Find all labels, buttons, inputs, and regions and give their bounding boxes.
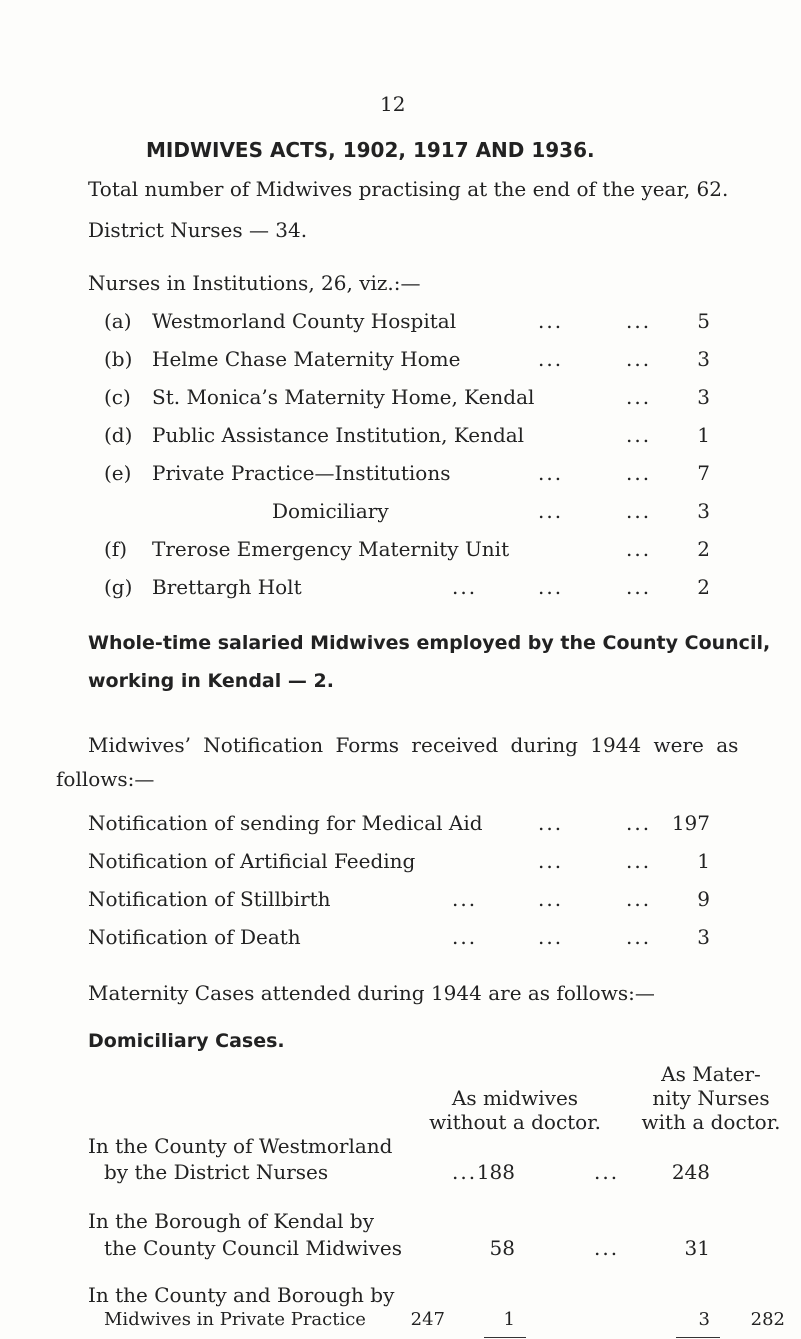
wholetime-line-1: Whole-time salaried Midwives employed by the County Council,	[88, 632, 771, 654]
list-item-count: 3	[697, 499, 710, 523]
forms-intro-line-1: Midwives’ Notification Forms received during 1944 were as	[88, 733, 739, 757]
list-item-letter: (e)	[104, 461, 132, 485]
leader-dots: ...	[626, 309, 652, 333]
leader-dots: ...	[626, 385, 652, 409]
column-header-line: As Mater-	[661, 1062, 761, 1086]
list-item-label: Notification of sending for Medical Aid	[88, 811, 483, 835]
table-cell-without: 188	[476, 1160, 515, 1184]
table-row-label: In the County of Westmorland	[88, 1134, 393, 1158]
domiciliary-heading: Domiciliary Cases.	[88, 1030, 285, 1052]
leader-dots: ...	[626, 575, 652, 599]
leader-dots: ...	[452, 925, 478, 949]
leader-dots: ...	[626, 887, 652, 911]
leader-dots: ...	[594, 1160, 620, 1184]
list-item-count: 1	[697, 849, 710, 873]
leader-dots: ...	[626, 347, 652, 371]
leader-dots: ...	[626, 811, 652, 835]
list-item-letter: (b)	[104, 347, 133, 371]
district-nurses-line: District Nurses — 34.	[88, 218, 308, 242]
column-header-line: without a doctor.	[429, 1110, 601, 1134]
list-item-label: Trerose Emergency Maternity Unit	[152, 537, 510, 561]
leader-dots: ...	[626, 925, 652, 949]
column-header-without-doctor	[420, 1086, 610, 1134]
leader-dots: ...	[626, 423, 652, 447]
list-item-letter: (d)	[104, 423, 133, 447]
list-item-count: 3	[697, 347, 710, 371]
leader-dots: ...	[538, 347, 564, 371]
column-header-line: with a doctor.	[641, 1110, 781, 1134]
leader-dots: ...	[452, 887, 478, 911]
list-item-count: 2	[697, 575, 710, 599]
list-item-label: Notification of Artificial Feeding	[88, 849, 416, 873]
table-row-label: Midwives in Private Practice	[104, 1309, 366, 1330]
total-without: 247	[410, 1309, 445, 1330]
total-with: 282	[750, 1309, 785, 1330]
table-row-label: the County Council Midwives	[104, 1236, 402, 1260]
leader-dots: ...	[538, 925, 564, 949]
leader-dots: ...	[626, 537, 652, 561]
list-item-count: 9	[697, 887, 710, 911]
leader-dots: ...	[626, 499, 652, 523]
leader-dots: ...	[538, 499, 564, 523]
maternity-cases-intro: Maternity Cases attended during 1944 are as follows:—	[88, 981, 655, 1005]
list-item-letter: (f)	[104, 537, 128, 561]
table-cell-without: 58	[489, 1236, 515, 1260]
leader-dots: ...	[538, 461, 564, 485]
total-rule	[484, 1337, 526, 1338]
leader-dots: ...	[538, 811, 564, 835]
leader-dots: ...	[452, 1160, 478, 1184]
list-item-count: 5	[697, 309, 710, 333]
list-item-label: Westmorland County Hospital	[152, 309, 457, 333]
leader-dots: ...	[452, 575, 478, 599]
table-row-label: by the District Nurses	[104, 1160, 329, 1184]
wholetime-line-2: working in Kendal — 2.	[88, 670, 334, 692]
total-rule	[676, 1337, 720, 1338]
list-item-label: Public Assistance Institution, Kendal	[152, 423, 525, 447]
list-item-count: 3	[697, 925, 710, 949]
page-number: 12	[380, 92, 406, 116]
leader-dots: ...	[626, 849, 652, 873]
list-item-label: Notification of Stillbirth	[88, 887, 331, 911]
table-row-label: In the County and Borough by	[88, 1283, 395, 1307]
institutions-intro: Nurses in Institutions, 26, viz.:—	[88, 271, 421, 295]
list-item-count: 7	[697, 461, 710, 485]
forms-intro-line-2: follows:—	[56, 767, 155, 791]
table-cell-with: 3	[698, 1309, 710, 1330]
total-midwives-line: Total number of Midwives practising at the end of the year, 62.	[88, 177, 729, 201]
list-item-count: 197	[671, 811, 710, 835]
list-item-letter: (g)	[104, 575, 133, 599]
list-item-letter: (a)	[104, 309, 132, 333]
leader-dots: ...	[626, 461, 652, 485]
column-header-line: nity Nurses	[652, 1086, 770, 1110]
leader-dots: ...	[538, 887, 564, 911]
leader-dots: ...	[594, 1236, 620, 1260]
list-item-label: Notification of Death	[88, 925, 301, 949]
list-item-count: 3	[697, 385, 710, 409]
leader-dots: ...	[538, 575, 564, 599]
column-header-with-doctor	[628, 1062, 794, 1134]
list-item-label: Domiciliary	[272, 499, 389, 523]
table-cell-without: 1	[503, 1309, 515, 1330]
table-cell-with: 248	[671, 1160, 710, 1184]
list-item-label: St. Monica’s Maternity Home, Kendal	[152, 385, 535, 409]
list-item-label: Brettargh Holt	[152, 575, 302, 599]
list-item-label: Private Practice—Institutions	[152, 461, 451, 485]
leader-dots: ...	[538, 849, 564, 873]
list-item-letter: (c)	[104, 385, 131, 409]
leader-dots: ...	[538, 309, 564, 333]
column-header-line: As midwives	[451, 1086, 579, 1110]
table-cell-with: 31	[684, 1236, 710, 1260]
list-item-count: 1	[697, 423, 710, 447]
page-title: MIDWIVES ACTS, 1902, 1917 AND 1936.	[146, 138, 595, 162]
list-item-label: Helme Chase Maternity Home	[152, 347, 461, 371]
list-item-count: 2	[697, 537, 710, 561]
table-row-label: In the Borough of Kendal by	[88, 1209, 375, 1233]
